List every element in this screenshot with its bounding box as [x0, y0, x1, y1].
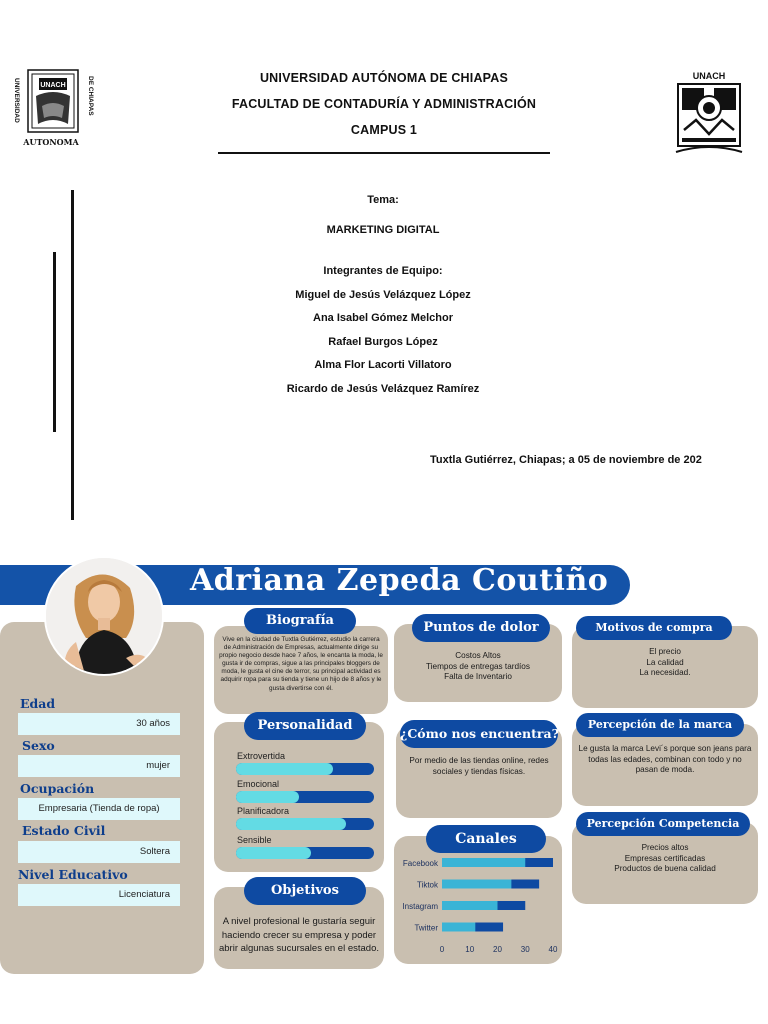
- objetivos-text: A nivel profesional le gustaría seguir haciendo crecer su empresa y poder abrir algunas sucursales en el estado.: [218, 916, 379, 954]
- field-value-estado-civil: Soltera: [18, 841, 180, 863]
- trait-label: Planificadora: [237, 806, 290, 816]
- trait-label: Extrovertida: [237, 751, 286, 761]
- motivos-heading: Motivos de compra: [576, 616, 732, 640]
- competencia-item: Precios altos: [641, 843, 689, 852]
- trait-fill: [236, 791, 299, 803]
- trait-bar-planificadora: [236, 818, 374, 830]
- motivo-item: La calidad: [646, 657, 684, 667]
- biografia-text: Vive en la ciudad de Tuxtla Gutiérrez, estudio la carrera de Administración de Empresas, actualmente dirige su propio negocio desde hace 7 años, le encanta la moda, le gusta ir de compras, sigue a las principales bloggers de moda, le gusta el cine de terror, su principal actividad es adquirir ropa para su tienda y tiene un hijo de 8 años y le gusta divertirse con él.: [219, 636, 383, 692]
- competencia-item: Empresas certificadas: [624, 853, 706, 863]
- team-member: Rafael Burgos López: [328, 335, 438, 348]
- field-label-nivel-educativo: Nivel Educativo: [18, 867, 128, 882]
- campus-name: CAMPUS 1: [350, 123, 418, 137]
- channel-bar: [442, 901, 498, 910]
- decorative-vertical-line: [71, 190, 74, 520]
- svg-text:UNACH: UNACH: [40, 82, 66, 89]
- category-label: Instagram: [402, 902, 438, 911]
- canales-bar-chart: [394, 852, 562, 956]
- persona-avatar: [44, 556, 164, 676]
- motivo-item: La necesidad.: [639, 668, 691, 678]
- field-label-edad: Edad: [20, 696, 56, 711]
- field-value-edad: 30 años: [18, 713, 180, 735]
- pain-point-item: Falta de Inventario: [444, 672, 512, 682]
- field-value-nivel-educativo: Licenciatura: [18, 884, 180, 906]
- team-member: Ana Isabel Gómez Melchor: [313, 312, 453, 324]
- university-name: UNIVERSIDAD AUTÓNOMA DE CHIAPAS: [259, 71, 509, 85]
- trait-fill: [236, 818, 346, 830]
- field-label-sexo: Sexo: [22, 738, 55, 753]
- persona-name: Adriana Zepeda Coutiño: [190, 563, 609, 598]
- channel-bar: [442, 923, 475, 932]
- channel-bar: [442, 858, 525, 867]
- svg-text:DE CHIAPAS: DE CHIAPAS: [87, 76, 94, 116]
- competencia-item: Productos de buena calidad: [614, 864, 716, 874]
- field-label-ocupacion: Ocupación: [20, 781, 95, 796]
- faculty-name: FACULTAD DE CONTADURÍA Y ADMINISTRACIÓN: [231, 97, 537, 111]
- channel-bar: [442, 880, 511, 889]
- trait-fill: [236, 763, 333, 775]
- x-tick-label: 0: [439, 945, 445, 954]
- trait-label: Emocional: [237, 779, 280, 789]
- unach-logo: [672, 70, 746, 156]
- personalidad-heading: Personalidad: [244, 712, 366, 740]
- motivo-item: El precio: [649, 647, 681, 656]
- pain-point-item: Tiempos de entregas tardíos: [426, 661, 530, 671]
- pain-point-item: Costos Altos: [455, 651, 501, 660]
- trait-fill: [236, 847, 311, 859]
- place-date: Tuxtla Gutiérrez, Chiapas; a 05 de noviembre de 202: [430, 454, 702, 466]
- woman-portrait-icon: [46, 558, 164, 676]
- svg-text:UNACH: UNACH: [692, 71, 726, 81]
- topic-block: [233, 194, 533, 236]
- percepcion-competencia-list: [572, 843, 758, 875]
- percepcion-marca-text: Le gusta la marca Levi´s porque son jeans para todas las edades, combinan con todo y no pasan de moda.: [578, 744, 752, 775]
- trait-bar-extrovertida: [236, 763, 374, 775]
- unach-seal-logo: [6, 66, 96, 148]
- field-value-sexo: mujer: [18, 755, 180, 777]
- category-label: Twitter: [414, 923, 438, 933]
- percepcion-marca-heading: Percepción de la marca: [576, 713, 744, 737]
- team-block: [233, 264, 533, 405]
- objetivos-heading: Objetivos: [244, 877, 366, 905]
- puntos-dolor-heading: Puntos de dolor: [412, 614, 550, 642]
- team-label: Integrantes de Equipo:: [323, 265, 443, 277]
- decorative-vertical-line: [53, 252, 56, 432]
- como-encuentra-text: Por medio de las tiendas online, redes sociales y tiendas físicas.: [409, 756, 549, 776]
- category-label: Tiktok: [416, 880, 438, 890]
- category-label: Facebook: [402, 859, 438, 868]
- topic-label: Tema:: [367, 194, 399, 206]
- svg-text:AUTONOMA: AUTONOMA: [23, 137, 79, 147]
- institution-header: [218, 70, 550, 148]
- x-tick-label: 10: [465, 945, 475, 954]
- trait-bar-emocional: [236, 791, 374, 803]
- field-value-ocupacion: Empresaria (Tienda de ropa): [18, 798, 180, 820]
- x-tick-label: 40: [548, 945, 558, 954]
- header-divider: [218, 152, 550, 154]
- x-tick-label: 30: [520, 945, 530, 954]
- biografia-heading: Biografía: [244, 608, 356, 634]
- percepcion-competencia-heading: Percepción Competencia: [576, 812, 750, 836]
- x-tick-label: 20: [493, 945, 502, 954]
- topic-value: MARKETING DIGITAL: [326, 224, 440, 236]
- team-member: Miguel de Jesús Velázquez López: [295, 288, 471, 301]
- trait-label: Sensible: [237, 835, 272, 845]
- puntos-dolor-list: [394, 651, 562, 683]
- team-member: Alma Flor Lacorti Villatoro: [314, 359, 452, 371]
- canales-heading: Canales: [426, 825, 546, 853]
- trait-bar-sensible: [236, 847, 374, 859]
- field-label-estado-civil: Estado Civil: [22, 823, 106, 838]
- team-member: Ricardo de Jesús Velázquez Ramírez: [286, 382, 480, 395]
- como-encuentra-heading: ¿Cómo nos encuentra?: [400, 720, 558, 748]
- svg-text:UNIVERSIDAD: UNIVERSIDAD: [13, 78, 20, 123]
- motivos-list: [572, 647, 758, 679]
